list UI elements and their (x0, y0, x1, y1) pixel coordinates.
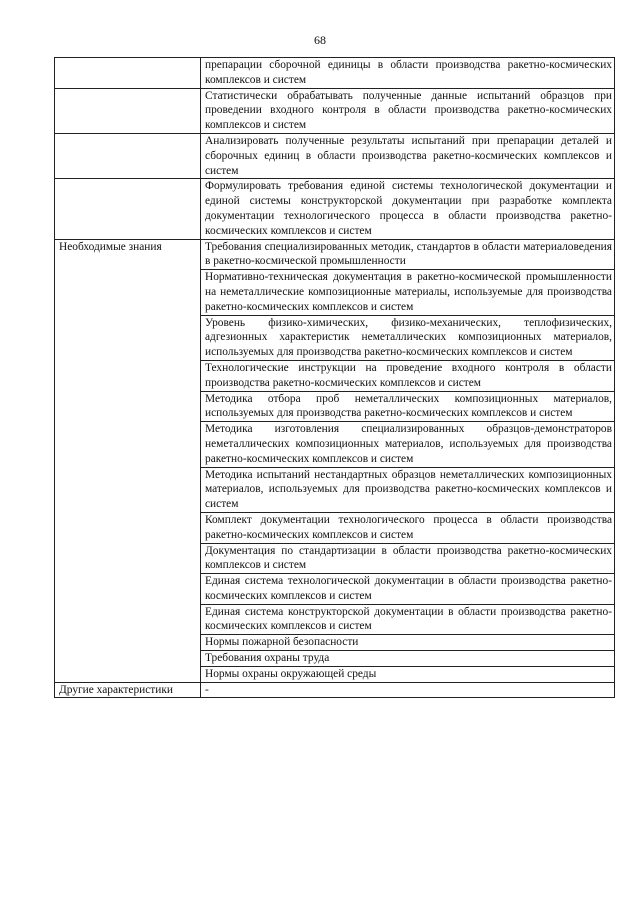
knowledge-item: Нормативно-техническая документация в ракетно-космической промышленности на неметаллические композиционные материалы, используемые для производства ракетно-космических комплексов и систем (201, 270, 615, 315)
table-row (55, 133, 615, 178)
specification-table (54, 57, 615, 698)
knowledge-item: Методика изготовления специализированных образцов-демонстраторов неметаллических композиционных материалов, используемых для производства ракетно-космических комплексов и систем (201, 422, 615, 467)
empty-label-cell (55, 179, 201, 239)
knowledge-item: Единая система технологической документации в области производства ракетно-космических комплексов и систем (201, 574, 615, 605)
knowledge-item: Нормы охраны окружающей среды (201, 666, 615, 682)
knowledge-item: Единая система конструкторской документации в области производства ракетно-космических комплексов и систем (201, 604, 615, 635)
other-characteristics-value: - (201, 682, 615, 698)
knowledge-item: Требования специализированных методик, стандартов в области материаловедения в ракетно-космической промышленности (201, 239, 615, 270)
table-row (55, 88, 615, 133)
skill-item: Формулировать требования единой системы технологической документации и единой системы конструкторской документации при разработке комплекта документации технологического процесса в области производства ракетно-космических комплексов и систем (201, 179, 615, 239)
knowledge-item: Технологические инструкции на проведение входного контроля в области производства ракетно-космических комплексов и систем (201, 360, 615, 391)
knowledge-item: Методика испытаний нестандартных образцов неметаллических композиционных материалов, используемых для производства ракетно-космических комплексов и систем (201, 467, 615, 512)
knowledge-label: Необходимые знания (55, 239, 201, 682)
knowledge-item: Уровень физико-химических, физико-механических, теплофизических, адгезионных характеристик неметаллических композиционных материалов, используемых для производства ракетно-космических комплексов и систем (201, 315, 615, 360)
knowledge-item: Требования охраны труда (201, 651, 615, 667)
table-row (55, 239, 615, 270)
skill-item: Анализировать полученные результаты испытаний при препарации деталей и сборочных единиц в области производства ракетно-космических комплексов и систем (201, 133, 615, 178)
empty-label-cell (55, 88, 201, 133)
knowledge-item: Комплект документации технологического процесса в области производства ракетно-космических комплексов и систем (201, 512, 615, 543)
empty-label-cell (55, 58, 201, 89)
other-characteristics-label: Другие характеристики (55, 682, 201, 698)
skill-item: препарации сборочной единицы в области производства ракетно-космических комплексов и систем (201, 58, 615, 89)
skill-item: Статистически обрабатывать полученные данные испытаний образцов при проведении входного контроля в области производства ракетно-космических комплексов и систем (201, 88, 615, 133)
table-row (55, 58, 615, 89)
page-number: 68 (314, 33, 326, 47)
empty-label-cell (55, 133, 201, 178)
knowledge-item: Нормы пожарной безопасности (201, 635, 615, 651)
knowledge-item: Документация по стандартизации в области производства ракетно-космических комплексов и систем (201, 543, 615, 574)
table-row (55, 179, 615, 239)
knowledge-item: Методика отбора проб неметаллических композиционных материалов, используемых для производства ракетно-космических комплексов и систем (201, 391, 615, 422)
table-row (55, 682, 615, 698)
